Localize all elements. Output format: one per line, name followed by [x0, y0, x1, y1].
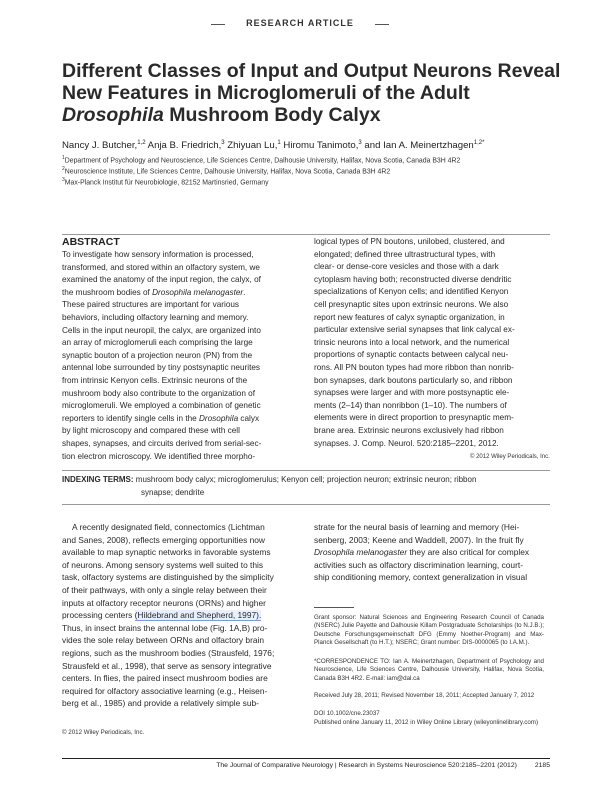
indexing-label: INDEXING TERMS:: [62, 475, 134, 484]
affiliation: [62, 177, 562, 186]
affiliation-sup: 1: [62, 155, 65, 161]
body-line: vides the sole relay between ORNs and olfactory brain: [62, 635, 265, 646]
body-line: activities such as olfactory discrimination learning, court-: [314, 559, 523, 570]
abstract-line: proportions of synaptic contacts between calycal neu-: [314, 350, 509, 360]
affiliation-sup: 2: [62, 166, 65, 172]
abstract-line: These paired structures are important for various: [62, 300, 240, 310]
indexing-terms: [62, 474, 542, 499]
body-line-text: they are also critical for complex: [407, 547, 530, 558]
title-line-3-rest: Mushroom Body Calyx: [163, 104, 381, 126]
body-line: of neurons. Among sensory systems well suited to this: [62, 559, 264, 570]
abstract-line-text: the mushroom bodies of: [62, 287, 153, 297]
article-title: [62, 60, 562, 126]
published-online: Published online January 11, 2012 in Wiley Online Library (wileyonlinelibrary.com): [314, 719, 539, 726]
body-copyright: © 2012 Wiley Periodicals, Inc.: [62, 729, 145, 736]
body-line: inputs at olfactory receptor neurons (ORNs) and higher: [62, 597, 266, 608]
grant-footnote: Grant sponsor: Natural Sciences and Engineering Research Council of Canada (NSERC) Julie Payette and Dalhousie Killam Postgraduate Scholarships (to N.J.B.); Deutsche Forschungsgemeinschaft DFG (Emmy Noether-Program) and Max-Planck Gesellschaft (to H.T.); NSERC; Grant number: DIS-0000065 (to I.A.M.).: [314, 614, 544, 647]
body-line: berg et al., 1985) and provide a relatively simple sub-: [62, 698, 259, 709]
abstract-line: synapses were larger and with more postsynaptic ele-: [314, 388, 510, 398]
received-dates: Received July 28, 2011; Revised November 18, 2011; Accepted January 7, 2012: [314, 692, 535, 699]
author-affil-sup: 3: [221, 140, 225, 146]
affiliation-text: Max-Planck Institut für Neurobiologie, 82152 Martinsried, Germany: [64, 179, 269, 187]
affiliation-sup: 3: [62, 177, 65, 183]
body-line: [62, 609, 304, 622]
abstract-top-rule: [62, 234, 550, 235]
abstract-line: report new features of calyx synaptic organization, in: [314, 312, 505, 322]
indexing-line: [62, 474, 542, 487]
abstract-line: [62, 413, 304, 426]
author-affil-sup: 1,2: [137, 140, 146, 146]
body-left-column: [62, 521, 304, 710]
banner-rule-right: [375, 24, 389, 25]
abstract-line: [62, 287, 304, 300]
abstract-line: by light microscopy and compared these with cell: [62, 426, 240, 436]
page-footer: [62, 762, 550, 769]
abstract-heading: ABSTRACT: [62, 236, 120, 248]
doi: DOI 10.1002/cne.23037: [314, 710, 380, 717]
abstract-line: rons. All PN bouton types had more ribbon than nonrib-: [314, 362, 514, 372]
body-line: regions, such as the mushroom bodies (Strausfeld, 1976;: [62, 647, 275, 658]
author-name: Zhiyuan Lu,: [224, 140, 278, 152]
abstract-line: cytoplasm having both; reconstructed diverse dendritic: [314, 274, 512, 284]
abstract-line: brane area. Extrinsic neurons exclusively had ribbon: [314, 425, 504, 435]
abstract-line: To investigate how sensory information is processed,: [62, 250, 254, 259]
abstract-copyright: © 2012 Wiley Periodicals, Inc.: [470, 454, 550, 460]
abstract-right-column: [314, 236, 550, 450]
page-number: 2185: [534, 762, 550, 769]
title-line-3: [62, 104, 562, 126]
body-line: strate for the neural basis of learning and memory (Hei-: [314, 522, 520, 532]
title-line-2: New Features in Microglomeruli of the Adult: [62, 82, 470, 104]
abstract-line: bon synapses, dark boutons particularly so, and ribbon: [314, 375, 513, 385]
abstract-line: from intrinsic Kenyon cells. Extrinsic neurons of the: [62, 375, 248, 385]
abstract-line: transformed, and stored within an olfactory system, we: [62, 262, 260, 272]
abstract-line: ments (2–14) than nonribbon (1–10). The numbers of: [314, 400, 507, 410]
author-affil-sup: 3: [358, 140, 362, 146]
author-name: and Ian A. Meinertzhagen: [361, 140, 474, 152]
author-name: Hiromu Tanimoto,: [280, 140, 359, 152]
abstract-line: antennal lobe surrounded by tiny postsynaptic neurites: [62, 363, 260, 373]
abstract-line: logical types of PN boutons, unilobed, clustered, and: [314, 237, 505, 246]
abstract-line: Cells in the input neuropil, the calyx, are organized into: [62, 325, 261, 335]
abstract-line: mushroom body also contribute to the organization of: [62, 388, 255, 398]
footer-rule: [62, 758, 550, 759]
affiliation-text: Neuroscience Institute, Life Sciences Centre, Dalhousie University, Halifax, Nova Scotia, Canada B3H 4R2: [64, 168, 391, 176]
body-line: Strausfeld et al., 1998), that serve as sensory integrative: [62, 660, 272, 671]
indexing-text: mushroom body calyx; microglomerulus; Kenyon cell; projection neuron; extrinsic neuron; ribbon: [133, 475, 477, 484]
body-line: A recently designated field, connectomics (Lichtman: [72, 522, 265, 532]
body-species-italic: Drosophila melanogaster: [314, 547, 408, 558]
abstract-line: tion electron microscopy. We identified three morpho-: [62, 451, 256, 461]
abstract-line-text: calyx: [238, 413, 260, 423]
body-right-column: [314, 521, 550, 584]
abstract-line: an array of microglomeruli each comprising the large: [62, 338, 253, 348]
affiliation: [62, 155, 562, 164]
body-line: centers. In flies, the paired insect mushroom bodies are: [62, 673, 268, 684]
abstract-genus-italic: Drosophila: [198, 413, 239, 423]
author-name: Nancy J. Butcher,: [62, 140, 138, 152]
article-type-banner: [225, 14, 375, 36]
author-affil-sup: 1,2*: [473, 140, 485, 146]
body-line: senberg, 2003; Keene and Waddell, 2007). In the fruit fly: [314, 534, 524, 545]
abstract-line: synaptic bouton of a projection neuron (PN) from the: [62, 350, 253, 360]
abstract-line: trinsic neurons into a local network, and the numerical: [314, 337, 510, 347]
abstract-line: elongated; defined three ultrastructural types, with: [314, 249, 496, 259]
body-line-text: processing centers: [62, 610, 135, 621]
abstract-line: particular extensive serial synapses that link calycal ex-: [314, 325, 515, 335]
footnote-rule: [314, 607, 354, 608]
abstract-species-italic: Drosophila melanogaster: [152, 287, 244, 297]
abstract-line: clear- or dense-core vesicles and those with a dark: [314, 262, 499, 272]
abstract-line-text: .: [243, 287, 246, 297]
abstract-line: behaviors, including olfactory learning and memory.: [62, 312, 249, 322]
abstract-line: cell presynaptic sites upon extrinsic neurons. We also: [314, 299, 509, 309]
body-line: and Sanes, 2008), reflects emerging opportunities now: [62, 534, 265, 545]
abstract-line: specializations of Kenyon cells; and identified Kenyon: [314, 287, 509, 297]
banner-rule-left: [211, 24, 225, 25]
article-type-label: RESEARCH ARTICLE: [246, 18, 354, 28]
correspondence-footnote: *CORRESPONDENCE TO: Ian A. Meinertzhagen, Department of Psychology and Neuroscience, Life Sciences Centre, Dalhousie University, Halifax, Nova Scotia, Canada B3H 4R2. E-mail: iam@dal.ca: [314, 658, 544, 682]
body-line: ship conditioning memory, context generalization in visual: [314, 572, 528, 583]
affiliation-text: Department of Psychology and Neuroscience, Life Sciences Centre, Dalhousie University, Halifax, Nova Scotia, Canada B3H 4R2: [64, 157, 461, 165]
body-line: required for olfactory associative learning (e.g., Heisen-: [62, 685, 268, 696]
title-line-1: Different Classes of Input and Output Neurons Reveal: [62, 60, 561, 82]
body-line: [314, 546, 550, 559]
abstract-line: microglomeruli. We employed a combination of genetic: [62, 401, 261, 411]
abstract-line: synapses. J. Comp. Neurol. 520:2185–2201, 2012.: [314, 438, 499, 448]
abstract-line: shapes, synapses, and circuits derived from serial-sec-: [62, 438, 262, 448]
index-bottom-rule: [62, 504, 550, 505]
index-top-rule: [62, 470, 550, 471]
abstract-line: examined the anatomy of the input region, the calyx, of: [62, 275, 261, 285]
body-line: available to map synaptic networks in favorable systems: [62, 547, 271, 558]
body-line: Thus, in insect brains the antennal lobe (Fig. 1A,B) pro-: [62, 622, 268, 633]
affiliation: [62, 166, 562, 175]
author-list: [62, 140, 562, 151]
author-affil-sup: 1: [277, 140, 281, 146]
author-name: Anja B. Friedrich,: [145, 140, 222, 152]
citation-link[interactable]: (Hildebrand and Shepherd, 1997).: [134, 610, 262, 621]
body-line: task, olfactory systems are distinguished by the simplicity: [62, 572, 274, 583]
body-line: of their pathways, with only a single relay between their: [62, 584, 267, 595]
abstract-line: elements were in direct proportion to presynaptic mem-: [314, 413, 514, 423]
abstract-left-column: [62, 249, 304, 463]
journal-citation: The Journal of Comparative Neurology | Research in Systems Neuroscience 520:2185–2201 (2012): [216, 762, 517, 769]
abstract-line-text: reporters to identify single cells in the: [62, 413, 199, 423]
indexing-line: synapse; dendrite: [141, 487, 205, 497]
title-species: Drosophila: [62, 104, 164, 126]
